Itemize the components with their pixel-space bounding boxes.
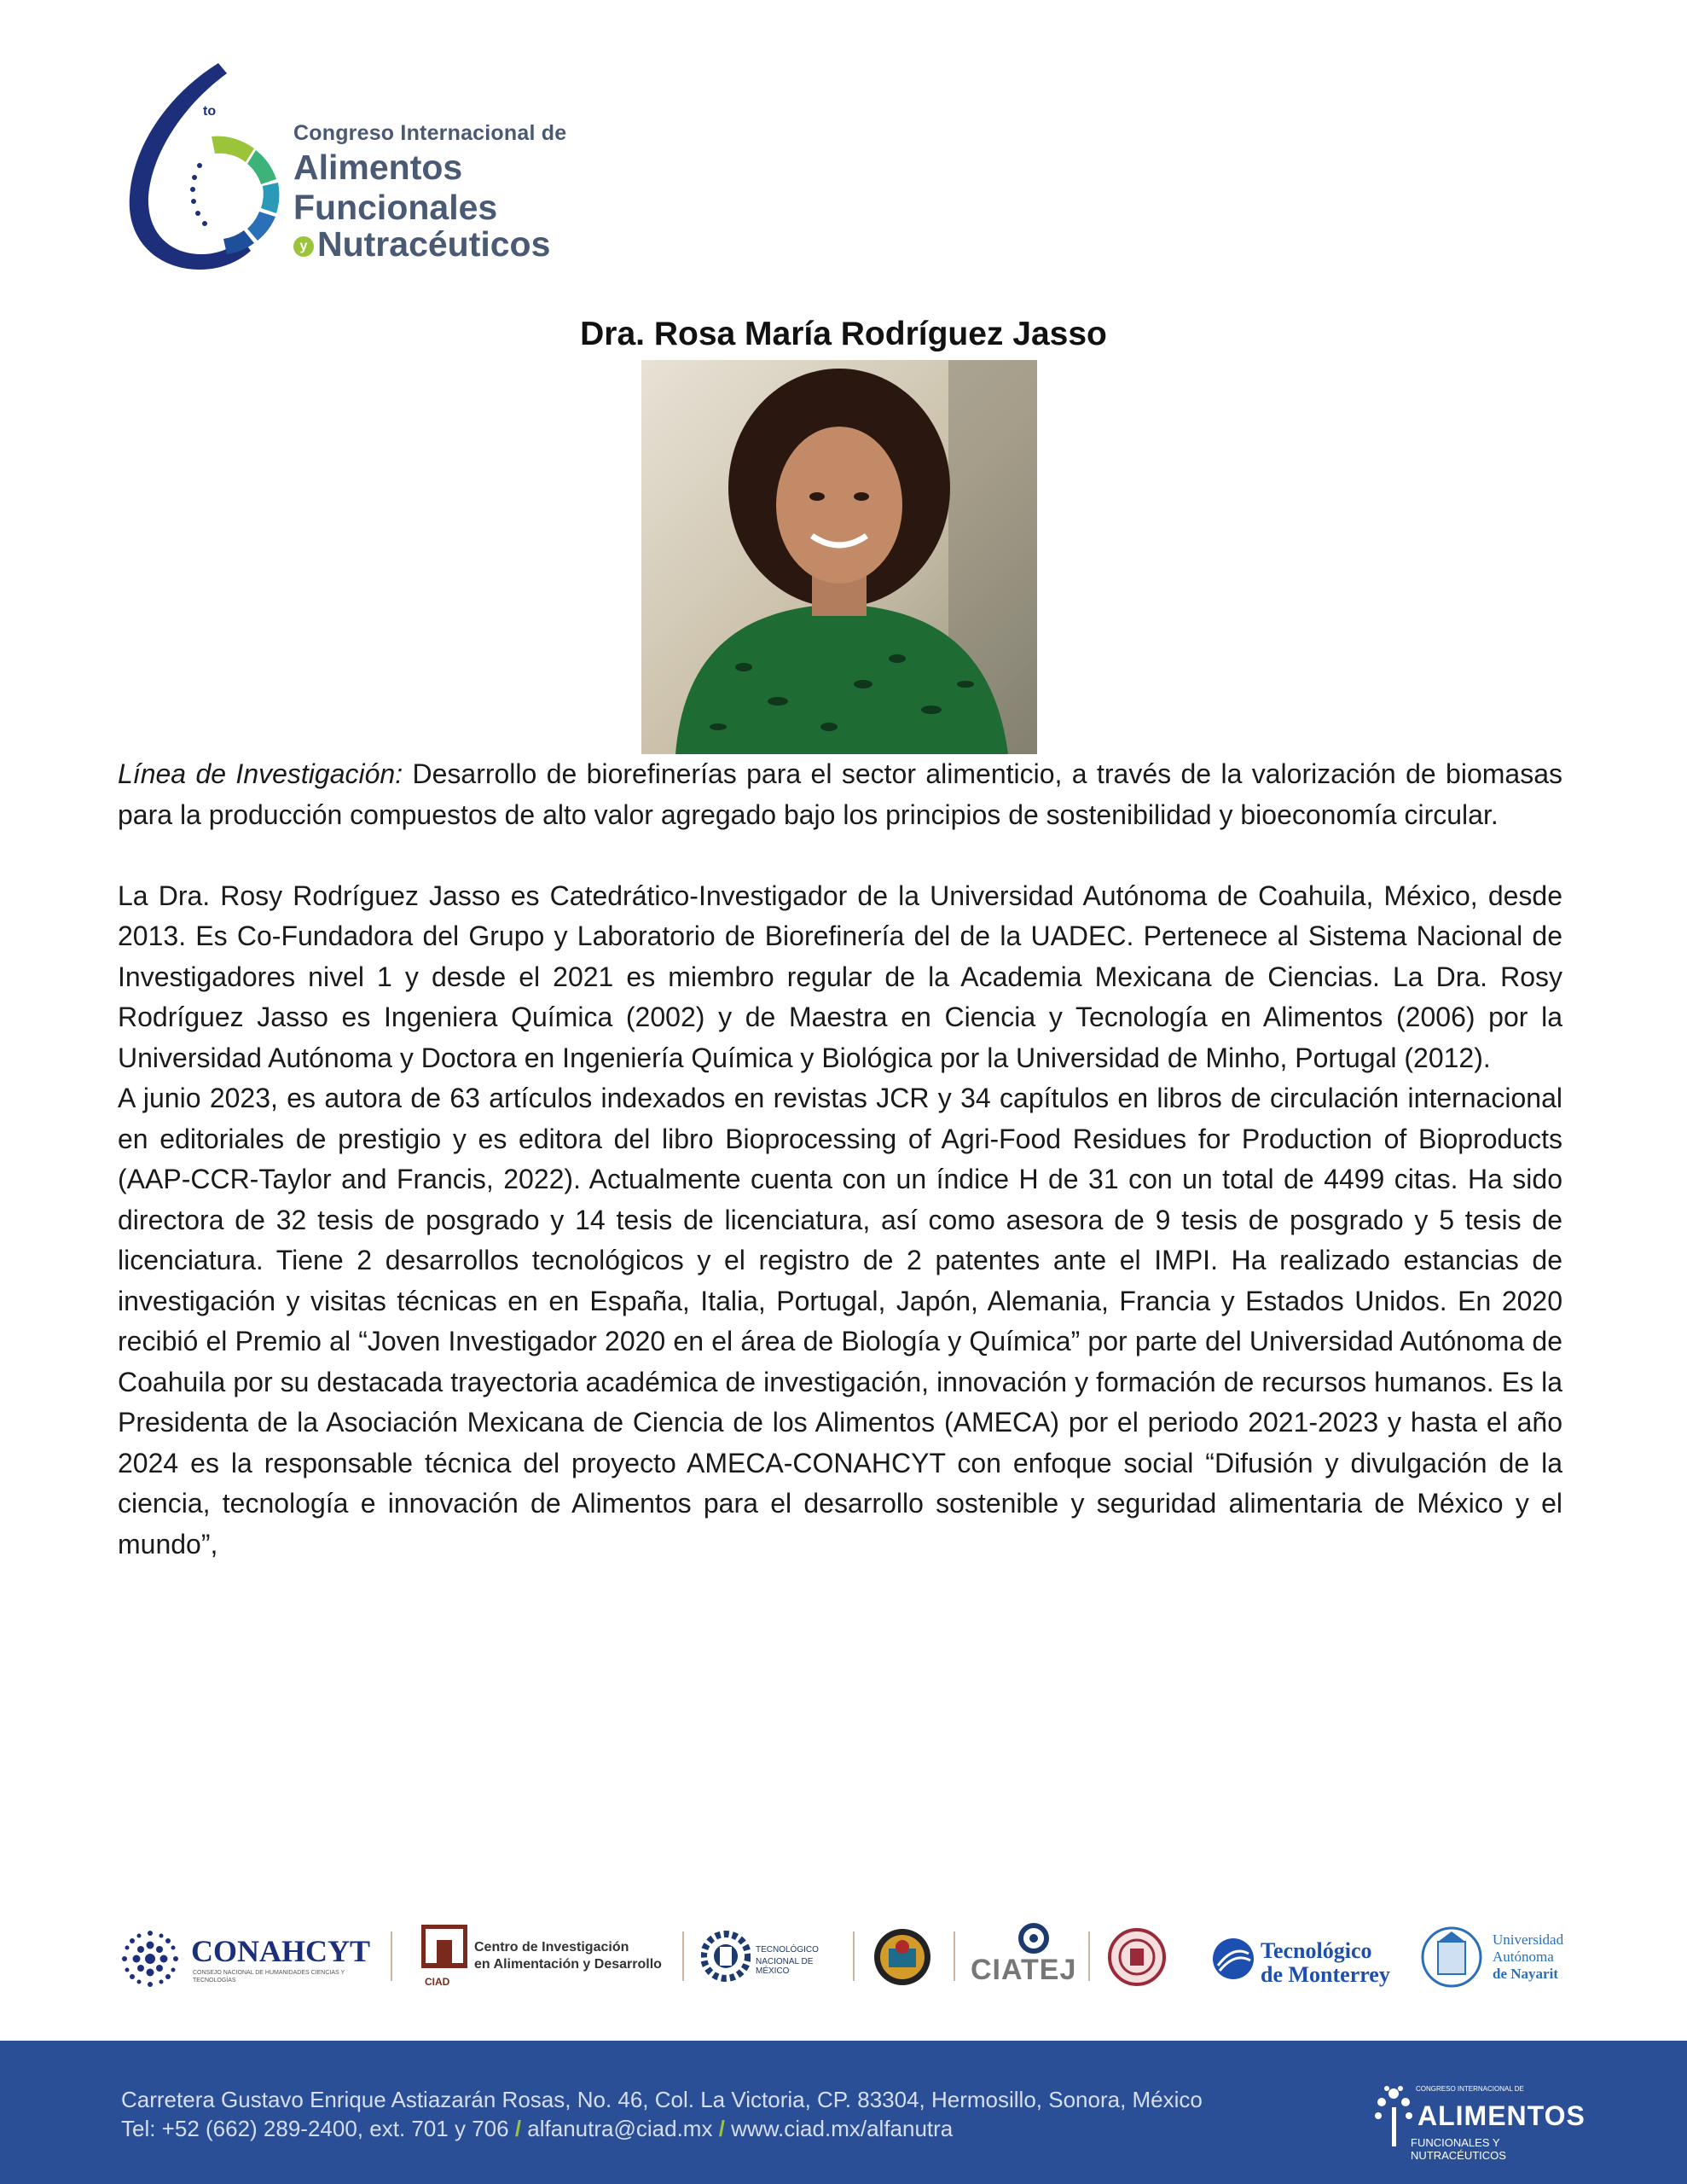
footer-brand-logo xyxy=(1371,2066,1586,2162)
crest-icon xyxy=(1107,1925,1167,1989)
uan-crest-icon xyxy=(1417,1923,1486,1991)
footer-brand-sub: FUNCIONALES Y NUTRACÉUTICOS xyxy=(1411,2136,1506,2162)
footer-divider: / xyxy=(514,2116,522,2141)
partner-separator xyxy=(1088,1931,1090,1981)
footer-brand-name: ALIMENTOS xyxy=(1417,2100,1586,2131)
tec-globe-icon xyxy=(1211,1937,1255,1981)
ciad-logo xyxy=(421,1920,677,1996)
biography xyxy=(118,754,1562,1565)
logo-line1: Congreso Internacional de xyxy=(293,121,567,145)
footer-divider: / xyxy=(718,2116,725,2141)
footer xyxy=(0,2041,1687,2184)
partner-separator xyxy=(682,1931,684,1981)
research-label: Línea de Investigación: xyxy=(118,758,403,789)
partner-separator xyxy=(391,1931,392,1981)
tecnm-line2: NACIONAL DE MÉXICO xyxy=(756,1957,814,1976)
ciad-abbr: CIAD xyxy=(425,1976,450,1988)
institution-seal-2 xyxy=(1107,1920,1175,1996)
ciad-line1: Centro de Investigación xyxy=(474,1940,629,1955)
logo-line2: Alimentos Funcionales xyxy=(293,148,498,227)
conahcyt-logo xyxy=(118,1920,374,1996)
footer-brand-top: CONGRESO INTERNACIONAL DE xyxy=(1416,2085,1524,2093)
tecnm-logo xyxy=(701,1920,838,1996)
footer-website[interactable]: www.ciad.mx/alfanutra xyxy=(731,2116,954,2141)
partner-separator xyxy=(853,1931,855,1981)
uan-line1: Universidad xyxy=(1493,1931,1564,1948)
tec-monterrey-logo xyxy=(1211,1920,1399,1996)
logo-y-badge: y xyxy=(293,236,314,257)
footer-contact xyxy=(121,2085,1203,2143)
ciad-line2: en Alimentación y Desarrollo xyxy=(474,1957,662,1972)
congress-logo xyxy=(118,60,664,273)
tec-line1: Tecnológico xyxy=(1261,1938,1372,1963)
bio-paragraph-2: A junio 2023, es autora de 63 artículos indexados en revistas JCR y 34 capítulos en libros de circulación internacional en editoriales de prestigio y es editora del libro Bioprocessing of Agri-Food Residues for Production of Bioproducts (AAP-CCR-Taylor and Francis, 2022). Actualmente cuenta con un índice H de 31 con un total de 4499 citas. Ha sido directora de 32 tesis de posgrado y 14 tesis de licenciatura, así como asesora de 9 tesis de posgrado y 5 tesis de licenciatura. Tiene 2 desarrollos tecnológicos y el registro de 2 patentes ante el IMPI. Ha realizado estancias de investigación y visitas técnicas en en España, Italia, Portugal, Japón, Alemania, Francia y Estados Unidos. En 2020 recibió el Premio al “Joven Investigador 2020 en el área de Biología y Química” por parte del Universidad Autónoma de Coahuila por su destacada trayectoria académica de investigación, innovación y formación de recursos humanos. Es la Presidenta de la Asociación Mexicana de Ciencia de los Alimentos (AMECA) por el periodo 2021-2023 y hasta el año 2024 es la responsable técnica del proyecto AMECA-CONAHCYT con enfoque social “Difusión y divulgación de la ciencia, tecnología e innovación de Alimentos para el desarrollo sostenible y seguridad alimentaria de México y el mundo”, xyxy=(118,1083,1562,1560)
logo-line3 xyxy=(293,224,664,264)
partner-logos xyxy=(118,1920,1585,1996)
research-line xyxy=(118,754,1562,835)
page-title: Dra. Rosa María Rodríguez Jasso xyxy=(580,316,1107,352)
conahcyt-name: CONAHCYT xyxy=(191,1934,371,1968)
seal-gear-icon xyxy=(872,1926,933,1988)
footer-contact-line xyxy=(121,2114,1203,2143)
tecnm-gear-icon xyxy=(701,1926,751,1986)
conahcyt-subtitle: CONSEJO NACIONAL DE HUMANIDADES CIENCIAS Y TECNOLOGÍAS xyxy=(193,1970,345,1984)
partner-separator xyxy=(954,1931,955,1981)
conahcyt-dots-icon xyxy=(119,1928,181,1989)
logo-superscript: to xyxy=(203,104,217,119)
speaker-photo xyxy=(641,360,1037,754)
ciatej-ring-icon xyxy=(1017,1921,1051,1955)
footer-phone: Tel: +52 (662) 289-2400, ext. 701 y 706 xyxy=(121,2116,509,2141)
logo-wordmark xyxy=(293,121,664,264)
ciatej-name: CIATEJ xyxy=(971,1954,1077,1986)
ciatej-logo xyxy=(971,1920,1077,1996)
institution-seal-1 xyxy=(872,1920,940,1996)
footer-email[interactable]: alfanutra@ciad.mx xyxy=(527,2116,713,2141)
congress-six-emblem xyxy=(118,60,297,273)
research-text: Desarrollo de biorefinerías para el sector alimenticio, a través de la valorización de biomasas para la producción compuestos de alto valor agregado bajo los principios de sostenibilidad y bioeconomía circular. xyxy=(118,758,1563,830)
logo-line3-text: Nutracéuticos xyxy=(317,224,551,264)
uan-line3: de Nayarit xyxy=(1493,1966,1558,1982)
uan-line2: Autónoma xyxy=(1493,1949,1554,1965)
tec-line2: de Monterrey xyxy=(1261,1962,1390,1987)
uan-logo xyxy=(1417,1920,1588,1996)
footer-address: Carretera Gustavo Enrique Astiazarán Rosas, No. 46, Col. La Victoria, CP. 83304, Hermosillo, Sonora, México xyxy=(121,2087,1203,2112)
bio-paragraph-1: La Dra. Rosy Rodríguez Jasso es Catedrático-Investigador de la Universidad Autónoma de Coahuila, México, desde 2013. Es Co-Fundadora del Grupo y Laboratorio de Biorefinería del de la UADEC. Pertenece al Sistema Nacional de Investigadores nivel 1 y desde el 2021 es miembro regular de la Academia Mexicana de Ciencias. La Dra. Rosy Rodríguez Jasso es Ingeniera Química (2002) y de Maestra en Ciencia y Tecnología en Alimentos (2006) por la Universidad Autónoma y Doctora en Ingeniería Química y Biológica por la Universidad de Minho, Portugal (2012). xyxy=(118,880,1562,1073)
tecnm-line1: TECNOLÓGICO xyxy=(756,1945,819,1955)
